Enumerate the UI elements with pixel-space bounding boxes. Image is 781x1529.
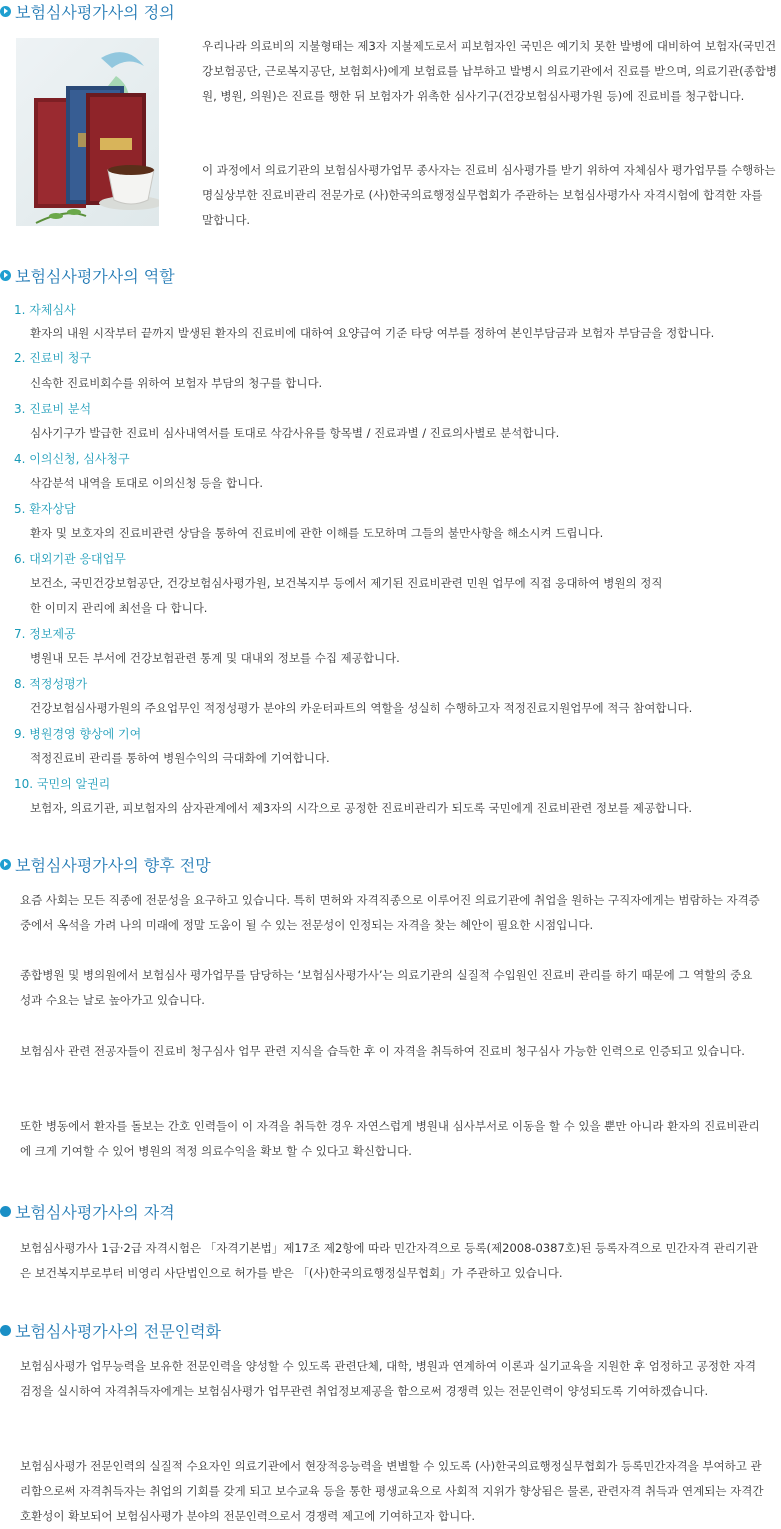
role-item-head: 4. 이의신청, 심사청구 — [14, 452, 130, 466]
dot-bullet-icon — [0, 1206, 11, 1217]
role-item-head: 2. 진료비 청구 — [14, 351, 92, 365]
section-title-text: 보험심사평가사의 정의 — [15, 2, 175, 22]
section-title-text: 보험심사평가사의 역할 — [15, 266, 175, 286]
role-item-head: 10. 국민의 알권리 — [14, 777, 111, 791]
arrow-bullet-icon — [0, 270, 11, 281]
role-item-body: 삭감분석 내역을 토대로 이의신청 등을 합니다. — [30, 476, 264, 490]
role-item-head: 3. 진료비 분석 — [14, 402, 92, 416]
role-item-head: 9. 병원경영 향상에 기여 — [14, 727, 142, 741]
definition-paragraph-2: 이 과정에서 의료기관의 보험심사평가업무 종사자는 진료비 심사평가를 받기 위하여 자체심사 평가업무를 수행하는 명실상부한 진료비관리 전문가로 (사)한국의료행정실무협회가 주관하는 보험심사평가사 자격시험에 합격한 자를 말합니다. — [202, 163, 776, 227]
outlook-paragraph-4: 또한 병동에서 환자를 돌보는 간호 인력들이 이 자격을 취득한 경우 자연스럽게 병원내 심사부서로 이동을 할 수 있을 뿐만 아니라 환자의 진료비관리에 크게 기여할 수 있어 병원의 적정 의료수익을 확보 할 수 있다고 확신합니다. — [20, 1119, 760, 1158]
role-item-body: 보건소, 국민건강보험공단, 건강보험심사평가원, 보건복지부 등에서 제기된 진료비관련 민원 업무에 직접 응대하여 병원의 정직한 이미지 관리에 최선을 다 합니다. — [30, 576, 663, 615]
books-coffee-illustration — [16, 38, 159, 226]
qualification-paragraph: 보험심사평가사 1급·2급 자격시험은 「자격기본법」제17조 제2항에 따라 민간자격으로 등록(제2008-0387호)된 등록자격으로 민간자격 관리기관은 보건복지부로부터 비영리 사단법인으로 허가를 받은 「(사)한국의료행정실무협회」가 주관하고 있습니다. — [20, 1241, 759, 1280]
role-item-head: 8. 적정성평가 — [14, 677, 88, 691]
arrow-bullet-icon — [0, 6, 11, 17]
role-item-body: 신속한 진료비회수를 위하여 보험자 부담의 청구를 합니다. — [30, 376, 323, 390]
role-item-head: 6. 대외기관 응대업무 — [14, 552, 126, 566]
role-item-body: 심사기구가 발급한 진료비 심사내역서를 토대로 삭감사유를 항목별 / 진료과별 / 진료의사별로 분석합니다. — [30, 426, 560, 440]
role-item-body: 건강보험심사평가원의 주요업무인 적정성평가 분야의 카운터파트의 역할을 성실히 수행하고자 적정진료지원업무에 적극 참여합니다. — [30, 701, 693, 715]
section-title-text: 보험심사평가사의 향후 전망 — [15, 855, 211, 875]
role-item-body: 병원내 모든 부서에 건강보험관련 통계 및 대내외 정보를 수집 제공합니다. — [30, 651, 400, 665]
outlook-paragraph-1: 요즘 사회는 모든 직종에 전문성을 요구하고 있습니다. 특히 면허와 자격직종으로 이루어진 의료기관에 취업을 원하는 구직자에게는 범람하는 자격증 중에서 옥석을 가려 나의 미래에 정말 도움이 될 수 있는 전문성이 인정되는 자격을 찾는 혜안이 필요한 시점입니다. — [20, 893, 760, 932]
section-title-definition — [0, 0, 175, 22]
role-item-body: 환자의 내원 시작부터 끝까지 발생된 환자의 진료비에 대하여 요양급여 기준 타당 여부를 정하여 본인부담금과 보험자 부담금을 정합니다. — [30, 326, 715, 340]
role-item-head: 5. 환자상담 — [14, 502, 76, 516]
role-item-body: 보험자, 의료기관, 피보험자의 삼자관계에서 제3자의 시각으로 공정한 진료비관리가 되도록 국민에게 진료비관련 정보를 제공합니다. — [30, 801, 693, 815]
professional-paragraph-2: 보험심사평가 전문인력의 실질적 수요자인 의료기관에서 현장적응능력을 변별할 수 있도록 (사)한국의료행정실무협회가 등록민간자격을 부여하고 관리함으로써 자격취득자는 취업의 기회를 갖게 되고 보수교육 등을 통한 평생교육으로 사회적 지위가 향상됨은 물론, 관련자격 취득과 연계되는 자격간 호환성이 확보되어 보험심사평가 분야의 전문인력으로서 경쟁력 제고에 기여하고자 합니다. — [20, 1459, 764, 1523]
dot-bullet-icon — [0, 1325, 11, 1336]
outlook-paragraph-2: 종합병원 및 병의원에서 보험심사 평가업무를 담당하는 ‘보험심사평가사’는 의료기관의 실질적 수입원인 진료비 관리를 하기 때문에 그 역할의 중요성과 수요는 날로 높아가고 있습니다. — [20, 968, 753, 1007]
role-item-head: 1. 자체심사 — [14, 303, 76, 317]
definition-paragraph-1: 우리나라 의료비의 지불형태는 제3자 지불제도로서 피보험자인 국민은 예기치 못한 발병에 대비하여 보험자(국민건강보험공단, 근로복지공단, 보험회사)에게 보험료를 납부하고 발병시 의료기관에서 진료를 받으며, 의료기관(종합병원, 병원, 의원)은 진료를 행한 뒤 보험자가 위촉한 심사기구(건강보험심사평가원 등)에 진료비를 청구합니다. — [202, 39, 777, 103]
section-title-professional — [0, 1319, 221, 1341]
role-item-body: 환자 및 보호자의 진료비관련 상담을 통하여 진료비에 관한 이해를 도모하며 그들의 불만사항을 해소시켜 드립니다. — [30, 526, 604, 540]
outlook-paragraph-3: 보험심사 관련 전공자들이 진료비 청구심사 업무 관련 지식을 습득한 후 이 자격을 취득하여 진료비 청구심사 가능한 인력으로 인증되고 있습니다. — [20, 1044, 745, 1058]
role-item-body: 적정진료비 관리를 통하여 병원수익의 극대화에 기여합니다. — [30, 751, 330, 765]
professional-paragraph-1: 보험심사평가 업무능력을 보유한 전문인력을 양성할 수 있도록 관련단체, 대학, 병원과 연계하여 이론과 실기교육을 지원한 후 엄정하고 공정한 자격검정을 실시하여 자격취득자에게는 보험심사평가 업무관련 취업정보제공을 함으로써 경쟁력 있는 전문인력이 양성되도록 기여하겠습니다. — [20, 1359, 756, 1398]
role-item-head: 7. 정보제공 — [14, 627, 76, 641]
section-title-roles — [0, 264, 175, 286]
section-title-text: 보험심사평가사의 자격 — [15, 1202, 175, 1222]
arrow-bullet-icon — [0, 859, 11, 870]
section-title-outlook — [0, 853, 211, 875]
section-title-qualification — [0, 1200, 175, 1222]
section-title-text: 보험심사평가사의 전문인력화 — [15, 1321, 222, 1341]
